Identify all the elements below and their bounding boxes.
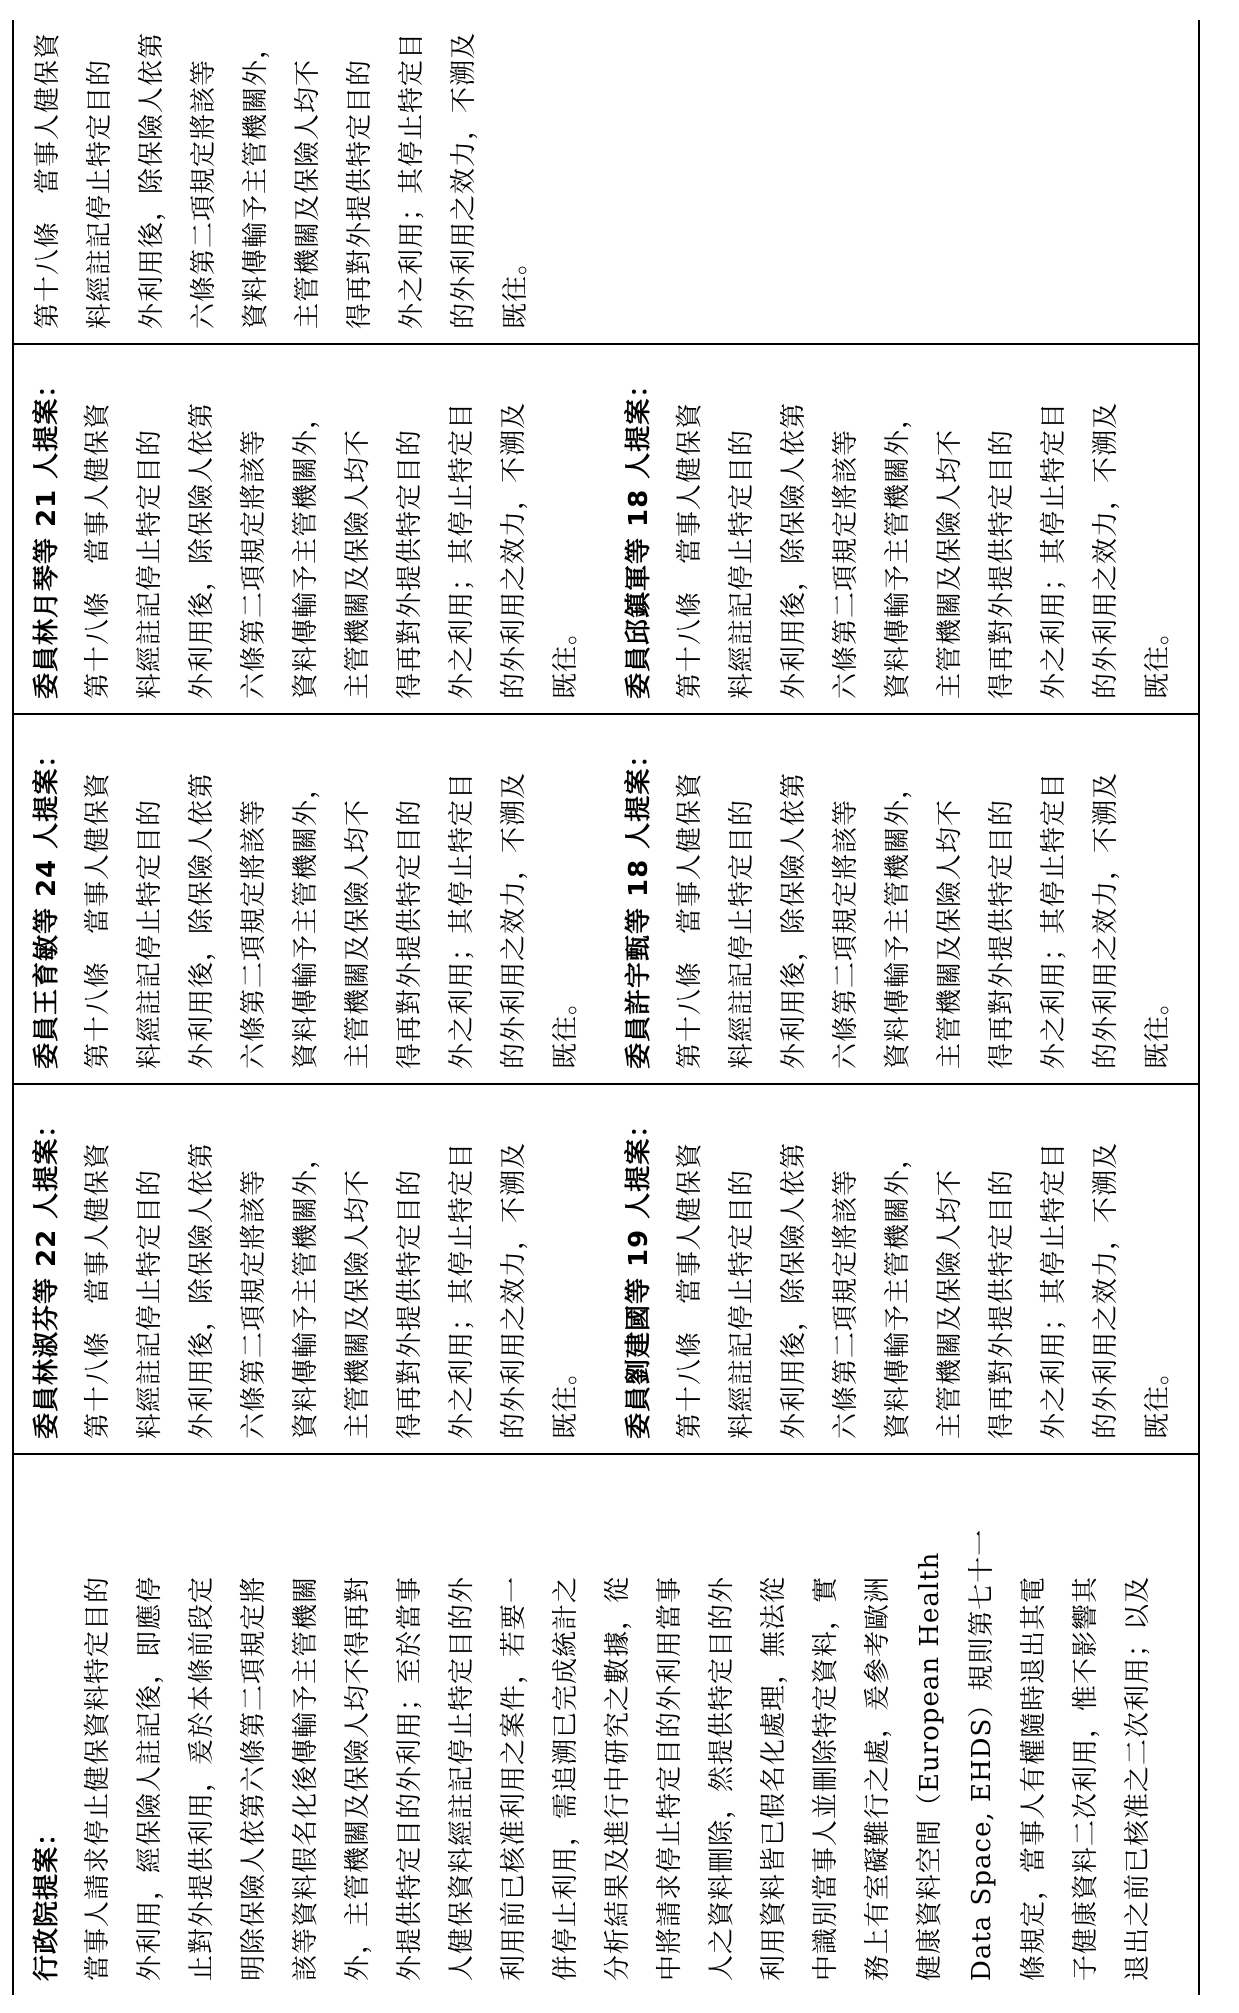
column-executive-yuan [14, 1455, 1198, 1995]
column-lin-liu-proposals [14, 1085, 1198, 1455]
column-lin-chiu-proposals [14, 345, 1198, 715]
wang-yu-min-text: 第十八條 當事人健保資 料經註記停止特定目的 外利用後，除保險人依第 六條第二項規定將該等 資料傳輸予主管機關外， 主管機關及保險人均不 得再對外提供特定目的 外之利用；其停止特定目 的外利用之效力，不溯及 既往。 [83, 771, 581, 1069]
hsu-yu-chen-text: 第十八條 當事人健保資 料經註記停止特定目的 外利用後，除保險人依第 六條第二項規定將該等 資料傳輸予主管機關外， 主管機關及保險人均不 得再對外提供特定目的 外之利用；其停止特定目 的外利用之效力，不溯及 既往。 [675, 771, 1173, 1069]
liu-chien-kuo-heading: 委員劉建國等 19 人提案： [624, 1110, 654, 1439]
lin-yue-chin-text: 第十八條 當事人健保資 料經註記停止特定目的 外利用後，除保險人依第 六條第二項規定將該等 資料傳輸予主管機關外， 主管機關及保險人均不 得再對外提供特定目的 外之利用；其停止特定目 的外利用之效力，不溯及 既往。 [83, 401, 581, 699]
executive-yuan-heading: 行政院提案： [32, 1818, 62, 1981]
column-review-draft [14, 20, 1198, 345]
lin-yue-chin-heading: 委員林月琴等 21 人提案： [32, 370, 62, 699]
chiu-chen-chun-heading: 委員邱鎮軍等 18 人提案： [624, 370, 654, 699]
liu-chien-kuo-text: 第十八條 當事人健保資 料經註記停止特定目的 外利用後，除保險人依第 六條第二項規定將該等 資料傳輸予主管機關外， 主管機關及保險人均不 得再對外提供特定目的 外之利用；其停止特定目 的外利用之效力，不溯及 既往。 [675, 1141, 1173, 1439]
wang-yu-min-heading: 委員王育敏等 24 人提案： [32, 740, 62, 1069]
chiu-chen-chun-text: 第十八條 當事人健保資 料經註記停止特定目的 外利用後，除保險人依第 六條第二項規定將該等 資料傳輸予主管機關外， 主管機關及保險人均不 得再對外提供特定目的 外之利用；其停止特定目 的外利用之效力，不溯及 既往。 [675, 401, 1173, 699]
lin-shu-fen-text: 第十八條 當事人健保資 料經註記停止特定目的 外利用後，除保險人依第 六條第二項規定將該等 資料傳輸予主管機關外， 主管機關及保險人均不 得再對外提供特定目的 外之利用；其停止特定目 的外利用之效力，不溯及 既往。 [83, 1141, 581, 1439]
hsu-yu-chen-heading: 委員許宇甄等 18 人提案： [624, 740, 654, 1069]
lin-shu-fen-heading: 委員林淑芬等 22 人提案： [32, 1110, 62, 1439]
executive-yuan-text: 當事人請求停止健保資料特定目的 外利用，經保險人註記後，即應停 止對外提供利用，爰於本條前段定 明除保險人依第六條第二項規定將 該等資料假名化後傳輸予主管機關 外，主管機關及保險人均不得再對 外提供特定目的外利用；至於當事 人健保資料經註記停止特定目的外 利用前已核准利用之案件，若要一 併停止利用，需追溯已完成統計之 分析結果及進行中研究之數據，從 中將請求停止特定目的外利用當事 人之資料刪除，然提供特定目的外 利用資料皆已假名化處理，無法從 中識別當事人並刪除特定資料，實 務上有室礙難行之處，爰參考歐洲 健康資料空間（European Health Data Space, EHDS）規則第七十一 條規定，當事人有權隨時退出其電 子健康資料二次利用，惟不影響其 退出之前已核准之二次利用；以及 [83, 1528, 1153, 1981]
review-draft-text: 第十八條 當事人健保資 料經註記停止特定目的 外利用後，除保險人依第 六條第二項規定將該等 資料傳輸予主管機關外， 主管機關及保險人均不 得再對外提供特定目的 外之利用；其停止特定目 的外利用之效力，不溯及 既往。 [33, 31, 531, 329]
column-wang-hsu-proposals [14, 715, 1198, 1085]
comparison-table [12, 20, 1200, 1995]
